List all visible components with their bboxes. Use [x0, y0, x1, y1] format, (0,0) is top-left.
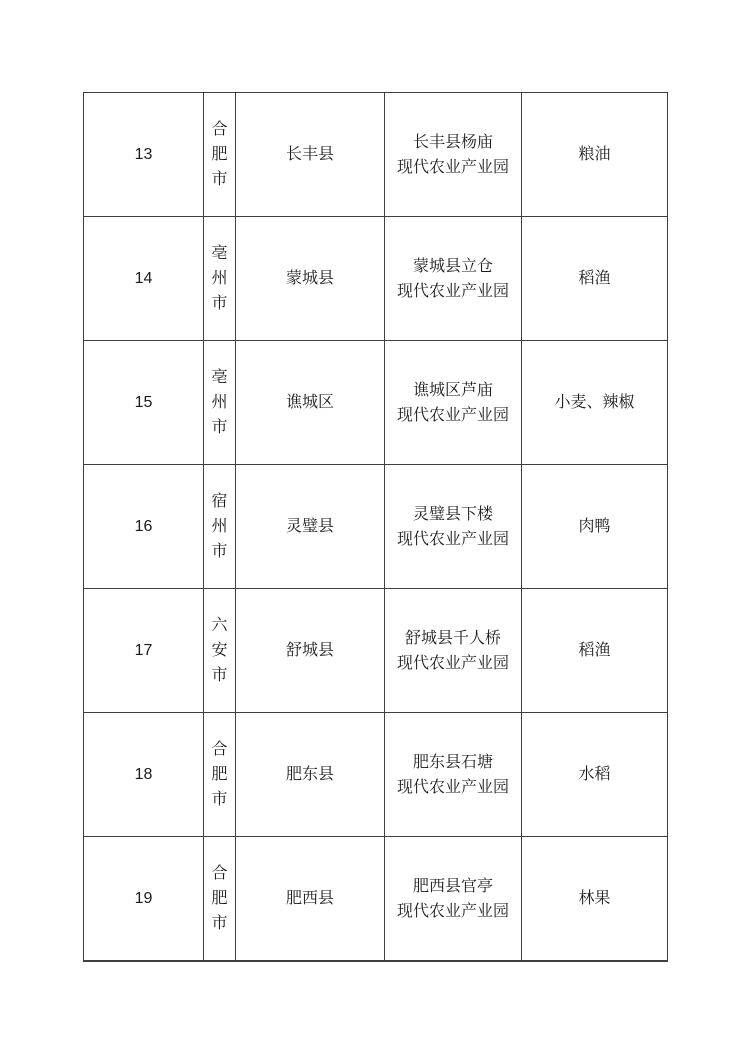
park-name-cell	[385, 93, 522, 217]
city-line1: 合肥	[211, 741, 228, 784]
city-line2: 市	[211, 295, 228, 313]
city-line2: 市	[211, 543, 228, 561]
table-row	[84, 713, 668, 837]
city-line1: 亳州	[211, 245, 228, 288]
industry-cell: 林果	[522, 837, 668, 961]
park-name-line1: 舒城县千人桥	[404, 629, 501, 647]
county-cell: 灵璧县	[236, 465, 385, 589]
city-cell	[204, 341, 236, 465]
parks-table	[83, 92, 668, 962]
park-name-cell	[385, 465, 522, 589]
park-name-line1: 谯城区芦庙	[412, 381, 493, 399]
row-number-cell: 15	[84, 341, 204, 465]
industry-cell: 稻渔	[522, 217, 668, 341]
table-row	[84, 837, 668, 961]
industry-cell: 稻渔	[522, 589, 668, 713]
city-cell	[204, 465, 236, 589]
row-number-cell: 14	[84, 217, 204, 341]
city-line2: 市	[211, 915, 228, 933]
document-page	[83, 92, 668, 962]
city-line2: 市	[211, 667, 228, 685]
park-name-line2: 现代农业产业园	[396, 530, 509, 548]
row-number-cell: 19	[84, 837, 204, 961]
table-row	[84, 93, 668, 217]
row-number-cell: 17	[84, 589, 204, 713]
city-line1: 宿州	[211, 493, 228, 536]
city-cell	[204, 713, 236, 837]
row-number-cell: 16	[84, 465, 204, 589]
industry-cell: 小麦、辣椒	[522, 341, 668, 465]
city-line2: 市	[211, 419, 228, 437]
county-cell: 舒城县	[236, 589, 385, 713]
park-name-cell	[385, 217, 522, 341]
park-name-cell	[385, 713, 522, 837]
industry-cell: 水稻	[522, 713, 668, 837]
table-row	[84, 217, 668, 341]
table-row	[84, 465, 668, 589]
park-name-line2: 现代农业产业园	[396, 654, 509, 672]
table-row	[84, 341, 668, 465]
park-name-cell	[385, 837, 522, 961]
park-name-line2: 现代农业产业园	[396, 778, 509, 796]
county-cell: 蒙城县	[236, 217, 385, 341]
table-row	[84, 589, 668, 713]
county-cell: 肥东县	[236, 713, 385, 837]
park-name-line2: 现代农业产业园	[396, 158, 509, 176]
county-cell: 谯城区	[236, 341, 385, 465]
park-name-line2: 现代农业产业园	[396, 282, 509, 300]
park-name-line1: 灵璧县下楼	[412, 505, 493, 523]
row-number-cell: 13	[84, 93, 204, 217]
park-name-cell	[385, 341, 522, 465]
city-line2: 市	[211, 791, 228, 809]
industry-cell: 粮油	[522, 93, 668, 217]
city-cell	[204, 217, 236, 341]
city-cell	[204, 589, 236, 713]
industry-cell: 肉鸭	[522, 465, 668, 589]
park-name-cell	[385, 589, 522, 713]
city-line1: 合肥	[211, 121, 228, 164]
park-name-line2: 现代农业产业园	[396, 406, 509, 424]
park-name-line1: 蒙城县立仓	[412, 257, 493, 275]
park-name-line2: 现代农业产业园	[396, 902, 509, 920]
city-line2: 市	[211, 171, 228, 189]
city-line1: 六安	[211, 617, 228, 660]
row-number-cell: 18	[84, 713, 204, 837]
county-cell: 长丰县	[236, 93, 385, 217]
park-name-line1: 长丰县杨庙	[412, 133, 493, 151]
county-cell: 肥西县	[236, 837, 385, 961]
city-line1: 亳州	[211, 369, 228, 412]
city-cell	[204, 93, 236, 217]
park-name-line1: 肥东县石塘	[412, 753, 493, 771]
city-line1: 合肥	[211, 865, 228, 908]
park-name-line1: 肥西县官亭	[412, 877, 493, 895]
city-cell	[204, 837, 236, 961]
